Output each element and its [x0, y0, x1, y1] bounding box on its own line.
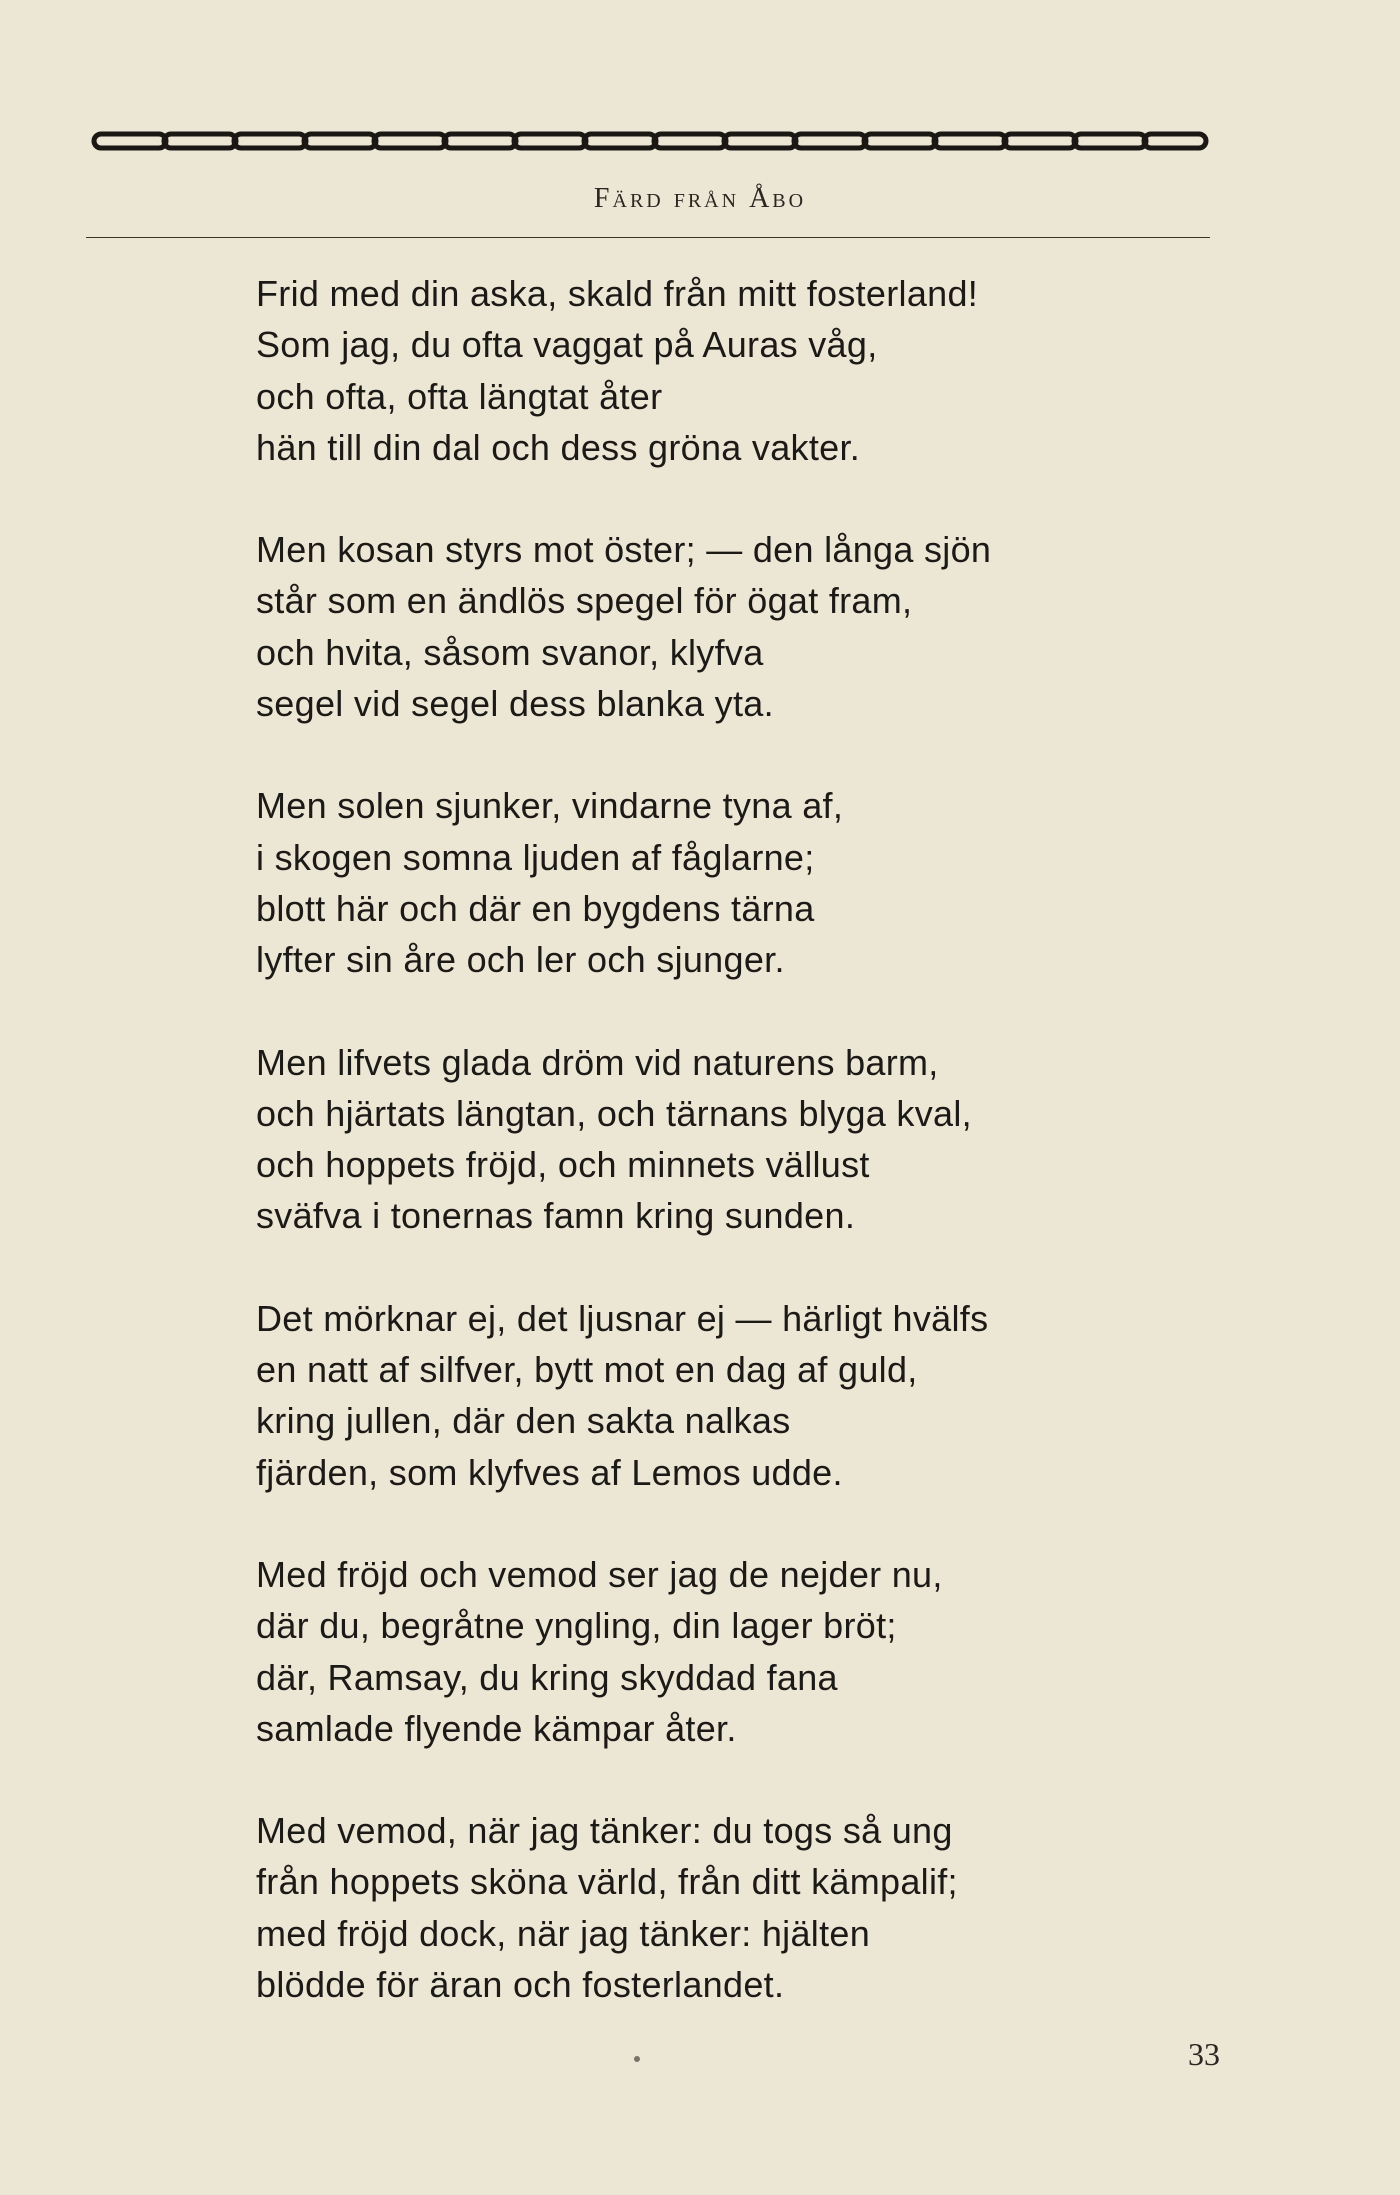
stanza — [256, 1549, 1256, 1754]
poem-line: och hvita, såsom svanor, klyfva — [256, 631, 764, 673]
poem-line: Men kosan styrs mot öster; — den långa sjön — [256, 529, 992, 571]
poem-line: Men lifvets glada dröm vid naturens barm, — [256, 1041, 939, 1083]
stanza — [256, 1805, 1256, 2010]
poem — [256, 268, 1256, 2061]
poem-line: sväfva i tonernas famn kring sunden. — [256, 1195, 856, 1237]
poem-line: i skogen somna ljuden af fåglarne; — [256, 836, 815, 878]
poem-line: fjärden, som klyfves af Lemos udde. — [256, 1451, 843, 1493]
poem-line: kring jullen, där den sakta nalkas — [256, 1400, 791, 1442]
poem-line: segel vid segel dess blanka yta. — [256, 683, 774, 725]
stanza — [256, 268, 1256, 473]
decorative-chain-border — [90, 126, 1210, 156]
poem-line: med fröjd dock, när jag tänker: hjälten — [256, 1912, 871, 1954]
poem-line: och hoppets fröjd, och minnets vällust — [256, 1144, 870, 1186]
poem-line: en natt af silfver, bytt mot en dag af guld, — [256, 1349, 918, 1391]
stanza — [256, 780, 1256, 985]
poem-line: där, Ramsay, du kring skyddad fana — [256, 1656, 838, 1698]
header-rule — [86, 237, 1210, 238]
poem-line: där du, begråtne yngling, din lager bröt; — [256, 1605, 897, 1647]
stanza — [256, 1037, 1256, 1242]
stanza — [256, 524, 1256, 729]
poem-line: blödde för äran och fosterlandet. — [256, 1964, 785, 2006]
poem-line: lyfter sin åre och ler och sjunger. — [256, 939, 785, 981]
poem-line: Frid med din aska, skald från mitt fosterland! — [256, 273, 979, 314]
poem-line: och hjärtats längtan, och tärnans blyga kval, — [256, 1092, 972, 1134]
running-title: Färd från Åbo — [593, 183, 807, 214]
poem-line: Det mörknar ej, det ljusnar ej — härligt hvälfs — [256, 1297, 989, 1339]
poem-line: och ofta, ofta längtat åter — [256, 375, 663, 417]
poem-line: samlade flyende kämpar åter. — [256, 1707, 737, 1749]
poem-line: Med fröjd och vemod ser jag de nejder nu, — [256, 1553, 943, 1595]
poem-line: står som en ändlös spegel för ögat fram, — [256, 580, 913, 622]
poem-line: Som jag, du ofta vaggat på Auras våg, — [256, 324, 878, 366]
poem-line: Men solen sjunker, vindarne tyna af, — [256, 785, 844, 827]
stanza — [256, 1293, 1256, 1498]
page-number: 33 — [1188, 2036, 1220, 2072]
poem-line: hän till din dal och dess gröna vakter. — [256, 426, 861, 468]
printer-dot — [634, 2056, 640, 2062]
poem-line: Med vemod, när jag tänker: du togs så ung — [256, 1810, 953, 1852]
poem-line: från hoppets sköna värld, från ditt kämpalif; — [256, 1861, 958, 1903]
poem-line: blott här och där en bygdens tärna — [256, 887, 815, 929]
